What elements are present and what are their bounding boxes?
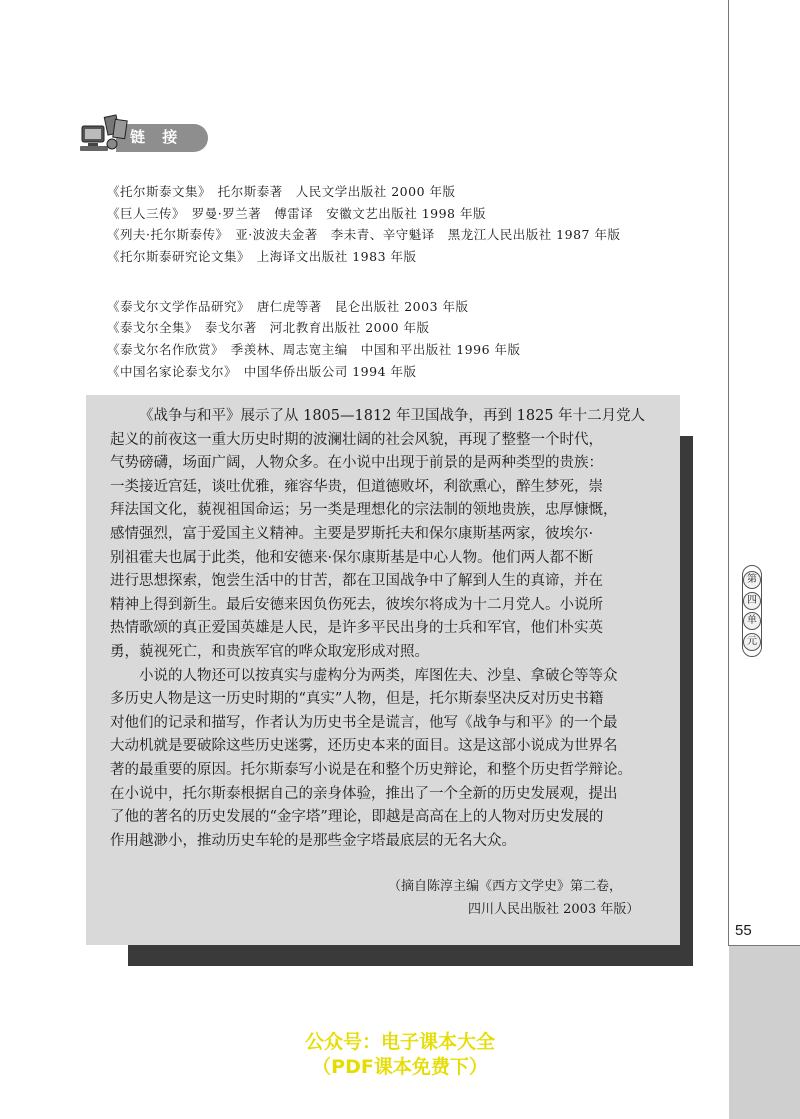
reference-item: 《托尔斯泰文集》 托尔斯泰著 人民文学出版社 2000 年版 [107,184,456,199]
excerpt-line: 作用越渺小，推动历史车轮的是那些金字塔最底层的无名大众。 [110,832,516,849]
excerpt-line: 热情歌颂的真正爱国英雄是人民，是许多平民出身的士兵和军官，他们朴实英 [110,620,603,637]
footer-line1: 公众号：电子课本大全 [304,1031,495,1053]
link-banner [76,110,216,160]
reference-item: 《泰戈尔全集》 泰戈尔著 河北教育出版社 2000 年版 [107,320,430,336]
reference-item: 《列夫·托尔斯泰传》 亚·波波夫金著 李未青、辛守魁译 黑龙江人民出版社 1987 年版 [107,227,621,243]
excerpt-line: 气势磅礴，场面广阔，人物众多。在小说中出现于前景的是两种类型的贵族： [110,455,603,472]
excerpt-line: 一类接近宫廷，谈吐优雅，雍容华贵，但道德败坏，利欲熏心，醉生梦死，崇 [110,478,603,495]
reference-item: 《托尔斯泰研究论文集》 上海译文出版社 1983 年版 [107,249,417,265]
computer-books-icon [76,110,136,160]
excerpt-line: 对他们的记录和描写，作者认为历史书全是谎言，他写《战争与和平》的一个最 [110,714,618,731]
excerpt-source-line2: 四川人民出版社 2003 年版） [468,902,640,917]
margin-rule-vertical [728,0,729,945]
excerpt-box [86,395,680,945]
excerpt-line: 大动机就是要破除这些历史迷雾，还历史本来的面目。这是这部小说成为世界名 [110,738,618,755]
excerpt-line: 小说的人物还可以按真实与虚构分为两类，库图佐夫、沙皇、拿破仑等等众 [139,667,618,684]
excerpt-line: 别祖霍夫也属于此类，他和安德来·保尔康斯基是中心人物。他们两人都不断 [110,549,594,566]
unit-tab-char: 单 [743,612,761,630]
unit-tab-char: 第 [743,571,761,589]
reference-gap [107,268,707,296]
excerpt-line: 在小说中，托尔斯泰根据自己的亲身体验，推出了一个全新的历史发展观，提出 [110,785,618,802]
page-number: 55 [735,922,752,939]
link-banner-label: 链 接 [130,128,184,146]
excerpt-line: 感情强烈，富于爱国主义精神。主要是罗斯托夫和保尔康斯基两家，彼埃尔· [110,525,594,542]
reference-item: 《泰戈尔名作欣赏》 季羡林、周志宽主编 中国和平出版社 1996 年版 [107,342,521,358]
footer-line2: （PDF课本免费下） [312,1056,488,1078]
excerpt-line: 勇，藐视死亡，和贵族军官的哗众取宠形成对照。 [110,643,429,660]
excerpt-line: 著的最重要的原因。托尔斯泰写小说是在和整个历史辩论，和整个历史哲学辩论。 [110,761,632,778]
reference-item: 《巨人三传》 罗曼·罗兰著 傅雷译 安徽文艺出版社 1998 年版 [107,205,486,221]
excerpt-line: 进行思想探索，饱尝生活中的甘苦，都在卫国战争中了解到人生的真谛，并在 [110,573,603,590]
excerpt-line: 拜法国文化，藐视祖国命运；另一类是理想化的宗法制的领地贵族，忠厚慷慨， [110,502,618,519]
reference-list [107,181,707,383]
excerpt-line: 《战争与和平》展示了从 1805—1812 年卫国战争，再到 1825 年十二月党人 [139,408,646,424]
excerpt-paragraph-2 [110,665,660,854]
excerpt-source-line1: （摘自陈淳主编《西方文学史》第二卷， [388,879,623,894]
excerpt-line: 多历史人物是这一历史时期的“真实”人物，但是，托尔斯泰坚决反对历史书籍 [110,691,604,708]
unit-tab-char: 元 [743,633,761,651]
reference-item: 《中国名家论泰戈尔》 中国华侨出版公司 1994 年版 [107,363,417,379]
reference-item: 《泰戈尔文学作品研究》 唐仁虎等著 昆仑出版社 2003 年版 [107,298,469,314]
excerpt-paragraph-1 [110,405,660,665]
unit-tab [742,565,762,657]
excerpt-line: 起义的前夜这一重大历史时期的波澜壮阔的社会风貌，再现了整整一个时代， [110,431,603,448]
footer-watermark [0,1030,800,1080]
excerpt-line: 精神上得到新生。最后安德来因负伤死去，彼埃尔将成为十二月党人。小说所 [110,596,603,613]
excerpt-line: 了他的著名的历史发展的“金字塔”理论，即越是高高在上的人物对历史发展的 [110,809,604,826]
unit-tab-char: 四 [743,592,761,610]
